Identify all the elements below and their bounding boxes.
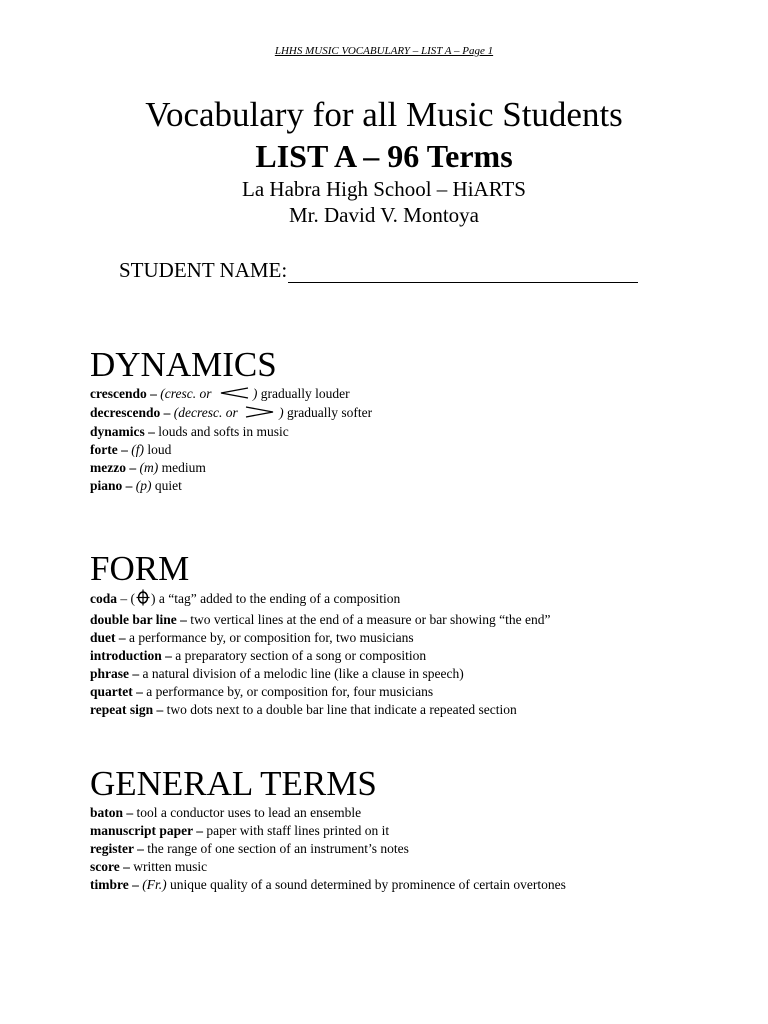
student-name-field — [119, 258, 638, 283]
term: register – — [90, 841, 144, 856]
section-heading: GENERAL TERMS — [90, 764, 377, 803]
list-item — [90, 858, 730, 876]
definition: loud — [147, 441, 172, 457]
abbreviation: (m) — [139, 459, 159, 475]
list-item — [90, 477, 730, 495]
abbreviation: (Fr.) — [142, 877, 167, 892]
list-item — [90, 385, 730, 404]
definition: tool a conductor uses to lead an ensemble — [136, 805, 362, 820]
section-heading: FORM — [90, 549, 190, 588]
term: forte – — [90, 441, 128, 457]
term: baton – — [90, 805, 134, 820]
list-item — [90, 404, 730, 423]
teacher-name: Mr. David V. Montoya — [289, 203, 479, 227]
list-item — [90, 683, 730, 701]
section-dynamics — [90, 345, 730, 495]
term: dynamics – — [90, 423, 155, 439]
definition: gradually louder — [260, 386, 350, 401]
abbreviation-close: ) — [279, 404, 284, 420]
list-item — [90, 589, 730, 611]
coda-symbol-icon — [136, 589, 150, 611]
school-name: La Habra High School – HiARTS — [242, 177, 526, 201]
coda-suffix: ) — [151, 591, 156, 607]
term: timbre – — [90, 877, 139, 892]
term: repeat sign – — [90, 702, 164, 717]
coda-prefix: – ( — [120, 591, 135, 607]
definition: louds and softs in music — [158, 423, 289, 439]
term-list — [90, 804, 730, 894]
definition: a performance by, or composition for, two musicians — [129, 630, 414, 645]
definition: unique quality of a sound determined by prominence of certain overtones — [170, 877, 566, 892]
term: score – — [90, 859, 130, 874]
term: introduction – — [90, 648, 172, 663]
definition: quiet — [154, 477, 182, 493]
list-item — [90, 701, 730, 719]
list-item — [90, 441, 730, 459]
definition: gradually softer — [286, 404, 373, 420]
list-item — [90, 647, 730, 665]
list-item — [90, 629, 730, 647]
definition: a “tag” added to the ending of a composition — [158, 591, 401, 607]
decrescendo-hairpin-icon — [245, 405, 275, 423]
term: manuscript paper – — [90, 823, 204, 838]
title-block — [0, 94, 768, 228]
list-item — [90, 665, 730, 683]
definition: a preparatory section of a song or composition — [175, 648, 427, 663]
term: mezzo – — [90, 459, 137, 475]
abbreviation-close: ) — [252, 386, 258, 401]
term: crescendo – — [90, 386, 157, 401]
definition: two dots next to a double bar line that indicate a repeated section — [166, 702, 517, 717]
crescendo-hairpin-icon — [219, 386, 249, 404]
running-header: LHHS MUSIC VOCABULARY – LIST A – Page 1 — [274, 45, 494, 57]
term-list — [90, 385, 730, 495]
term: double bar line – — [90, 612, 187, 627]
term: duet – — [90, 630, 126, 645]
list-item — [90, 876, 730, 894]
student-name-label: STUDENT NAME: — [119, 258, 288, 282]
document-title: Vocabulary for all Music Students — [145, 95, 623, 134]
definition: a performance by, or composition for, four musicians — [146, 684, 434, 699]
list-title: LIST A – 96 Terms — [255, 138, 513, 174]
definition: two vertical lines at the end of a measure or bar showing “the end” — [190, 612, 551, 627]
term: coda — [90, 591, 117, 607]
definition: medium — [161, 459, 206, 475]
section-general-terms — [90, 764, 730, 894]
section-heading: DYNAMICS — [90, 345, 277, 384]
abbreviation: (cresc. or — [160, 386, 212, 401]
term: phrase – — [90, 666, 140, 681]
abbreviation: (p) — [135, 477, 152, 493]
list-item — [90, 804, 730, 822]
list-item — [90, 459, 730, 477]
section-form — [90, 549, 730, 719]
abbreviation: (f) — [131, 441, 144, 457]
definition: a natural division of a melodic line (like a clause in speech) — [142, 666, 464, 681]
list-item — [90, 423, 730, 441]
term: quartet – — [90, 684, 143, 699]
term: piano – — [90, 477, 133, 493]
term-list — [90, 589, 730, 719]
list-item — [90, 822, 730, 840]
definition: the range of one section of an instrument’s notes — [147, 841, 409, 856]
list-item — [90, 611, 730, 629]
abbreviation: (decresc. or — [173, 404, 238, 420]
definition: paper with staff lines printed on it — [206, 823, 390, 838]
definition: written music — [133, 859, 208, 874]
list-item — [90, 840, 730, 858]
student-name-blank[interactable] — [288, 260, 638, 283]
term: decrescendo – — [90, 404, 171, 420]
